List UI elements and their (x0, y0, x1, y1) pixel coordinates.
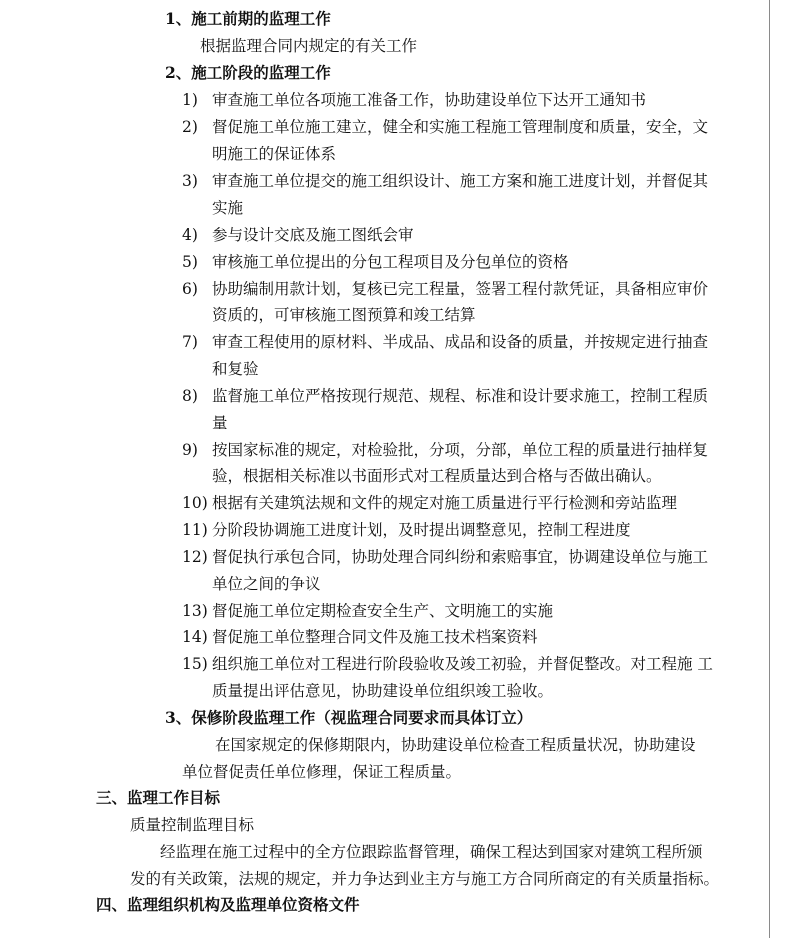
list-item: 4) 参与设计交底及施工图纸会审 (182, 226, 414, 244)
list-item: 7) 审查工程使用的原材料、半成品、成品和设备的质量，并按规定进行抽查 (182, 333, 709, 351)
chapter-3-subheading: 质量控制监理目标 (130, 816, 255, 834)
list-item: 8) 监督施工单位严格按现行规范、规程、标准和设计要求施工，控制工程质 (182, 387, 709, 405)
list-item-continuation: 和复验 (212, 360, 259, 378)
section-2-heading: 2、施工阶段的监理工作 (165, 63, 331, 82)
list-item-continuation: 验，根据相关标准以书面形式对工程质量达到合格与否做出确认。 (212, 467, 662, 485)
list-item-continuation: 明施工的保证体系 (212, 145, 337, 163)
section-3-body-line-2: 单位督促责任单位修理，保证工程质量。 (182, 763, 462, 781)
list-item-continuation: 单位之间的争议 (212, 575, 321, 593)
chapter-3-heading: 三、监理工作目标 (96, 788, 221, 807)
list-item: 2) 督促施工单位施工建立，健全和实施工程施工管理制度和质量，安全，文 (182, 118, 709, 136)
list-item-continuation: 实施 (212, 199, 244, 217)
list-item: 9) 按国家标准的规定，对检验批，分项，分部，单位工程的质量进行抽样复 (182, 441, 709, 459)
section-1-heading: 1、施工前期的监理工作 (165, 9, 331, 28)
list-item: 15) 组织施工单位对工程进行阶段验收及竣工初验，并督促整改。对工程施 工 (182, 655, 713, 673)
list-item: 6) 协助编制用款计划，复核已完工程量，签署工程付款凭证，具备相应审价 (182, 280, 709, 298)
list-item: 11) 分阶段协调施工进度计划，及时提出调整意见，控制工程进度 (182, 521, 631, 539)
list-item: 14) 督促施工单位整理合同文件及施工技术档案资料 (182, 628, 538, 646)
list-item-continuation: 量 (212, 414, 228, 432)
section-3-body-line-1: 在国家规定的保修期限内，协助建设单位检查工程质量状况，协助建设 (215, 736, 696, 754)
page-margin-line (769, 0, 770, 938)
chapter-3-body-line-1: 经监理在施工过程中的全方位跟踪监督管理，确保工程达到国家对建筑工程所颁 (160, 843, 703, 861)
chapter-4-heading: 四、监理组织机构及监理单位资格文件 (96, 895, 360, 914)
section-1-body: 根据监理合同内规定的有关工作 (200, 37, 418, 55)
list-item: 12) 督促执行承包合同，协助处理合同纠纷和索赔事宜，协调建设单位与施工 (182, 548, 709, 566)
list-item-continuation: 质量提出评估意见，协助建设单位组织竣工验收。 (212, 682, 554, 700)
list-item: 5) 审核施工单位提出的分包工程项目及分包单位的资格 (182, 253, 569, 271)
section-3-heading: 3、保修阶段监理工作（视监理合同要求而具体订立） (165, 708, 533, 727)
list-item: 13) 督促施工单位定期检查安全生产、文明施工的实施 (182, 602, 554, 620)
list-item-continuation: 资质的，可审核施工图预算和竣工结算 (212, 306, 476, 324)
chapter-3-body-line-2: 发的有关政策，法规的规定，并力争达到业主方与施工方合同所商定的有关质量指标。 (130, 870, 720, 888)
list-item: 1) 审查施工单位各项施工准备工作，协助建设单位下达开工通知书 (182, 91, 647, 109)
list-item: 10) 根据有关建筑法规和文件的规定对施工质量进行平行检测和旁站监理 (182, 494, 678, 512)
list-item: 3) 审查施工单位提交的施工组织设计、施工方案和施工进度计划，并督促其 (182, 172, 709, 190)
